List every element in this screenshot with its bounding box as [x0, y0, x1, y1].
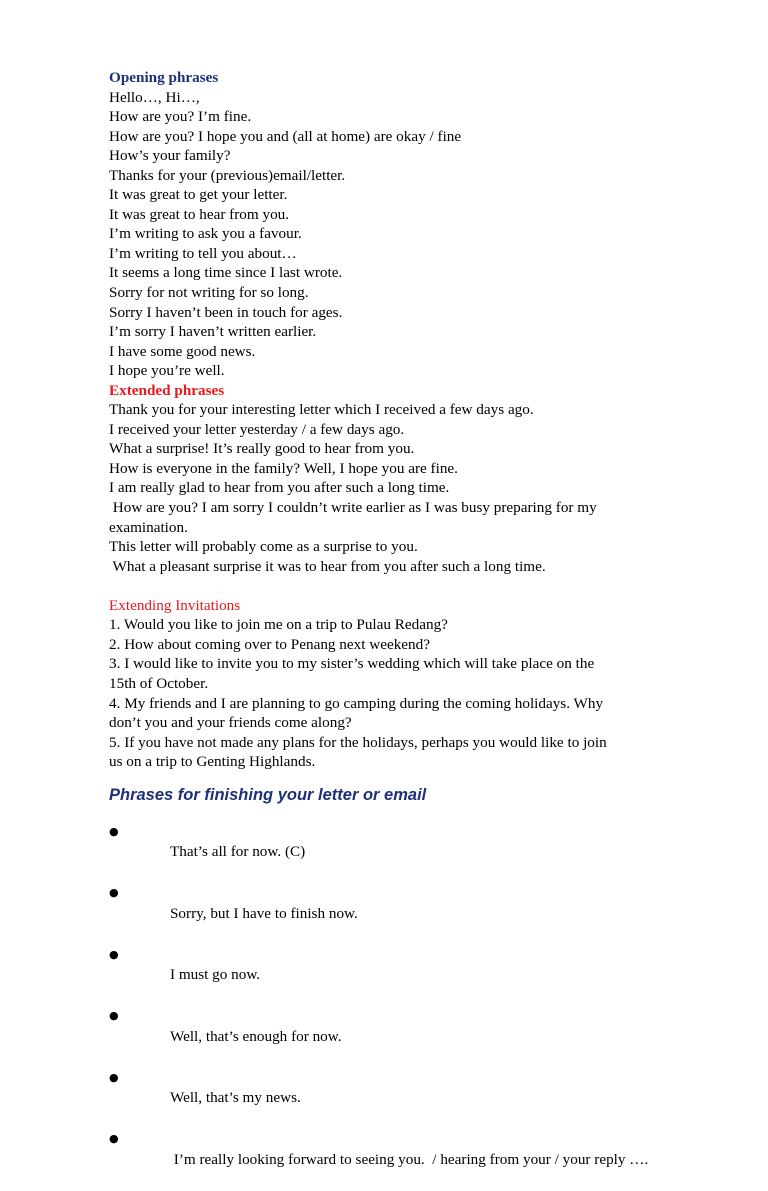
extended-line: I am really glad to hear from you after such a long time.: [109, 479, 450, 497]
opening-line: I have some good news.: [109, 342, 256, 360]
invitation-line: 4. My friends and I are planning to go camping during the coming holidays. Why: [109, 694, 604, 712]
opening-line: Sorry I haven’t been in touch for ages.: [109, 303, 343, 321]
extended-line: This letter will probably come as a surprise to you.: [109, 538, 418, 556]
opening-line: How’s your family?: [109, 147, 231, 165]
bullet-icon: ●: [109, 886, 119, 900]
bullet-icon: ●: [109, 947, 119, 961]
finishing-section: [109, 784, 729, 1191]
extended-line: How is everyone in the family? Well, I hope you are fine.: [109, 459, 458, 477]
bullet-icon: ●: [109, 1009, 119, 1023]
list-item-text: Well, that’s enough for now.: [169, 1027, 342, 1045]
bullet-icon: ●: [109, 1070, 119, 1084]
opening-line: How are you? I’m fine.: [109, 108, 252, 126]
invitations-section: [109, 596, 729, 772]
list-item: [109, 1006, 729, 1068]
finishing-heading: Phrases for finishing your letter or email: [109, 785, 427, 804]
opening-line: I hope you’re well.: [109, 362, 225, 380]
opening-section: [109, 68, 729, 381]
bullet-icon: ●: [109, 824, 119, 838]
opening-line: I’m writing to ask you a favour.: [109, 225, 302, 243]
invitation-line: don’t you and your friends come along?: [109, 714, 352, 732]
list-item: [109, 822, 729, 884]
extended-line: How are you? I am sorry I couldn’t write earlier as I was busy preparing for my: [109, 499, 597, 517]
opening-heading: Opening phrases: [109, 69, 219, 86]
invitation-line: 3. I would like to invite you to my sister’s wedding which will take place on the: [109, 655, 595, 673]
extended-line: What a pleasant surprise it was to hear from you after such a long time.: [109, 557, 546, 575]
bullet-icon: ●: [109, 1132, 119, 1146]
list-item: [109, 945, 729, 1007]
extended-line: Thank you for your interesting letter which I received a few days ago.: [109, 401, 534, 419]
list-item-text: Sorry, but I have to finish now.: [169, 904, 358, 922]
extended-line: I received your letter yesterday / a few days ago.: [109, 420, 405, 438]
list-item-text: That’s all for now. (C): [169, 843, 306, 861]
list-item-text: I must go now.: [169, 966, 261, 984]
opening-line: I’m writing to tell you about…: [109, 244, 297, 262]
extended-heading: Extended phrases: [109, 381, 225, 399]
opening-line: Hello…, Hi…,: [109, 88, 200, 106]
extended-line: What a surprise! It’s really good to hear from you.: [109, 440, 415, 458]
invitation-line: us on a trip to Genting Highlands.: [109, 753, 316, 771]
opening-line: It was great to get your letter.: [109, 186, 288, 204]
opening-line: It was great to hear from you.: [109, 205, 290, 223]
document-body: [109, 68, 729, 1191]
opening-line: Sorry for not writing for so long.: [109, 284, 309, 302]
opening-line: I’m sorry I haven’t written earlier.: [109, 323, 317, 341]
opening-line: How are you? I hope you and (all at home) are okay / fine: [109, 127, 462, 145]
list-item-text: Well, that’s my news.: [169, 1089, 301, 1107]
invitation-line: 5. If you have not made any plans for the holidays, perhaps you would like to join: [109, 733, 607, 751]
list-item: [109, 1068, 729, 1130]
opening-line: It seems a long time since I last wrote.: [109, 264, 343, 282]
list-item-text: I’m really looking forward to seeing you. / hearing from your / your reply ….: [169, 1150, 649, 1168]
opening-line: Thanks for your (previous)email/letter.: [109, 166, 346, 184]
section-spacer: [109, 576, 729, 596]
extended-line: examination.: [109, 518, 188, 536]
invitation-line: 2. How about coming over to Penang next weekend?: [109, 635, 430, 653]
finishing-list: [109, 822, 729, 1191]
invitation-line: 1. Would you like to join me on a trip to Pulau Redang?: [109, 616, 448, 634]
invitations-heading: Extending Invitations: [109, 596, 241, 614]
extended-section: [109, 381, 729, 576]
list-item: [109, 1129, 729, 1191]
invitation-line: 15th of October.: [109, 674, 209, 692]
list-item: [109, 883, 729, 945]
